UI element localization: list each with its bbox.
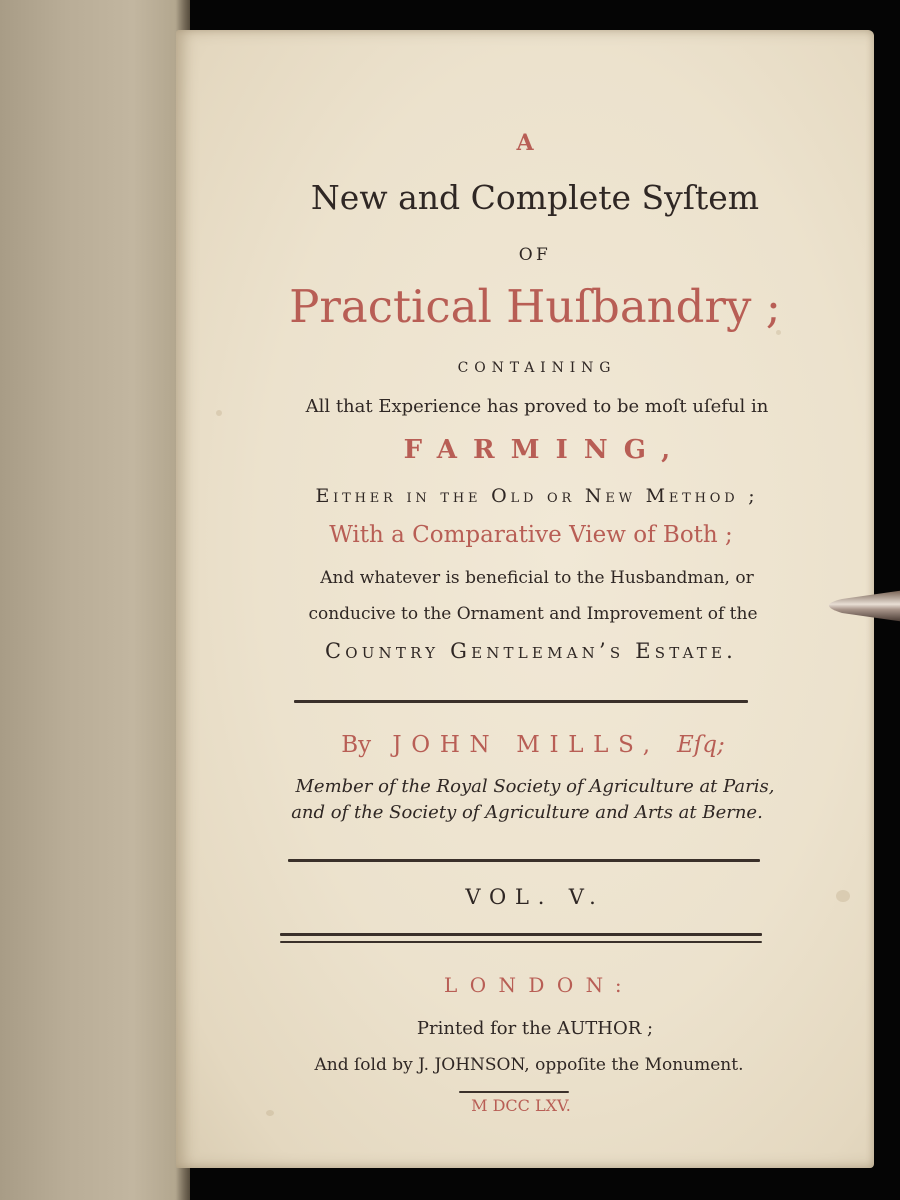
- left-endpaper: [0, 0, 190, 1200]
- title-of: OF: [518, 245, 552, 265]
- method-line: Either in the Old or New Method ;: [315, 485, 759, 507]
- containing-line: CONTAINING: [457, 360, 617, 376]
- date-line: M DCC LXV.: [471, 1096, 571, 1115]
- divider-rule-3a: [280, 933, 762, 936]
- estate-line: Country Gentleman’s Estate.: [324, 639, 738, 663]
- date-rule: [459, 1091, 569, 1093]
- title-page: [176, 30, 874, 1168]
- divider-rule-3b: [280, 941, 762, 943]
- author-line: [184, 732, 882, 758]
- member-line-2: and of the Society of Agriculture and Arts at Berne.: [291, 802, 763, 823]
- comparative-view-line: With a Comparative View of Both ;: [329, 522, 733, 548]
- divider-rule-1: [294, 700, 748, 703]
- author-by: By: [341, 732, 372, 758]
- title-page-text: [176, 30, 874, 1168]
- article-a: A: [516, 130, 534, 156]
- conducive-line: conducive to the Ornament and Improvement of the: [308, 604, 758, 624]
- title-line-1: New and Complete Syſtem: [310, 178, 760, 217]
- divider-rule-2: [288, 859, 760, 862]
- experience-line: All that Experience has proved to be moſt uſeful in: [305, 396, 769, 417]
- sold-line: And ſold by J. JOHNSON, oppoſite the Monument.: [314, 1055, 744, 1075]
- printed-line: Printed for the AUTHOR ;: [416, 1018, 654, 1039]
- volume-line: VOL. V.: [465, 885, 605, 909]
- bookmark-blade: [812, 585, 900, 625]
- title-line-2: Practical Huſbandry ;: [289, 280, 781, 333]
- london-line: LONDON:: [444, 973, 634, 997]
- husbandman-line: And whatever is beneficial to the Husbandman, or: [320, 568, 754, 588]
- member-line-1: Member of the Royal Society of Agriculture at Paris,: [295, 776, 775, 797]
- author-name: JOHN MILLS,: [392, 732, 660, 758]
- farming-line: FARMING,: [403, 435, 687, 465]
- author-esq: Eſq;: [677, 732, 725, 758]
